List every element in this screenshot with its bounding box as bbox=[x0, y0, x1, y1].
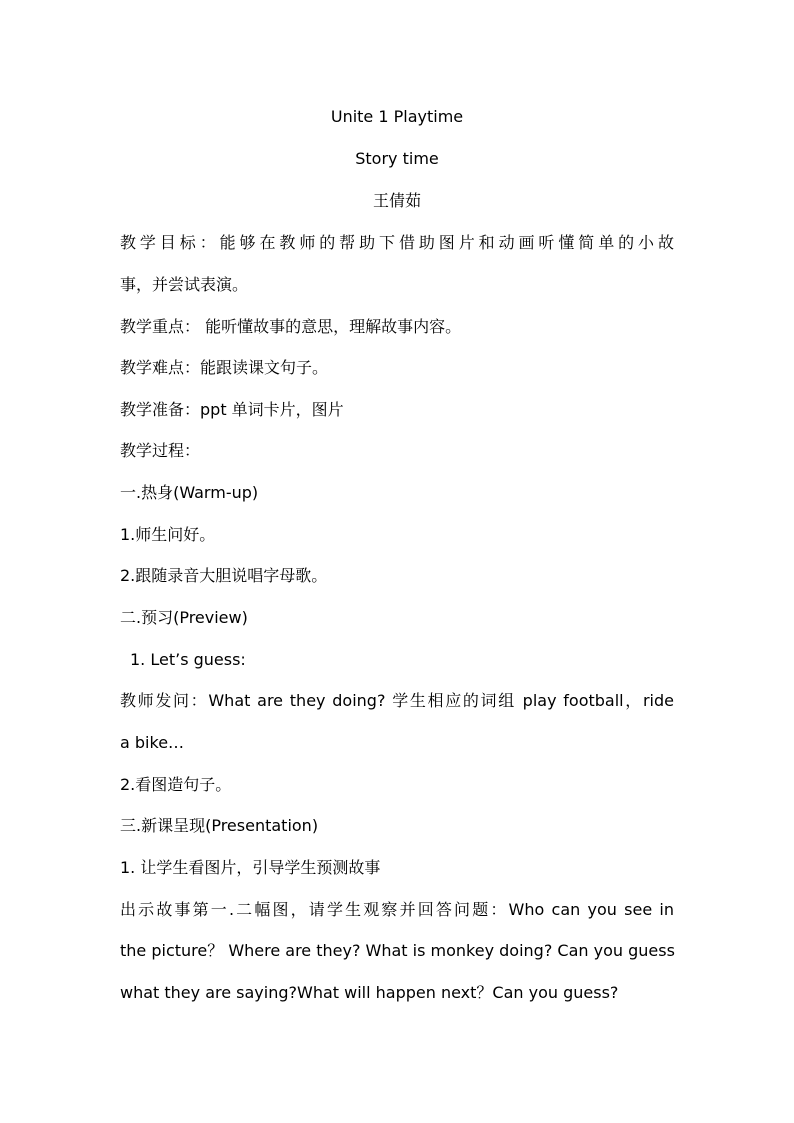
warm-up-item-1: 1.师生问好。 bbox=[120, 525, 216, 544]
teaching-difficulty: 教学难点：能跟读课文句子。 bbox=[120, 358, 329, 377]
document-author: 王倩茹 bbox=[372, 191, 421, 210]
teaching-preparation: 教学准备：ppt 单词卡片，图片 bbox=[120, 400, 344, 419]
section-warm-up-heading: 一.热身(Warm-up) bbox=[120, 483, 259, 502]
teaching-goal-line-2: 事，并尝试表演。 bbox=[120, 275, 249, 294]
teacher-question-line-2: a bike… bbox=[120, 733, 185, 752]
warm-up-item-2: 2.跟随录音大胆说唱字母歌。 bbox=[120, 566, 328, 585]
story-prompt-line-3: what they are saying?What will happen next？Can you guess? bbox=[120, 983, 619, 1002]
document-subtitle: Story time bbox=[355, 149, 439, 168]
teaching-focus: 教学重点： 能听懂故事的意思，理解故事内容。 bbox=[120, 317, 462, 336]
story-prompt-line-1: 出示故事第一.二幅图，请学生观察并回答问题：Who can you see in bbox=[120, 900, 674, 919]
preview-item-1: 1. Let’s guess: bbox=[130, 650, 246, 669]
teaching-process-heading: 教学过程： bbox=[120, 441, 201, 460]
teacher-question-line-1: 教师发问：What are they doing? 学生相应的词组 play football，ride bbox=[120, 691, 674, 710]
document-title: Unite 1 Playtime bbox=[330, 107, 464, 126]
story-prompt-line-2: the picture？ Where are they? What is monkey doing? Can you guess bbox=[120, 941, 675, 960]
section-presentation-heading: 三.新课呈现(Presentation) bbox=[120, 816, 319, 835]
section-preview-heading: 二.预习(Preview) bbox=[120, 608, 248, 627]
preview-item-2: 2.看图造句子。 bbox=[120, 775, 232, 794]
presentation-item-1: 1. 让学生看图片，引导学生预测故事 bbox=[120, 858, 381, 877]
teaching-goal-line-1: 教学目标：能够在教师的帮助下借助图片和动画听懂简单的小故 bbox=[120, 233, 674, 252]
